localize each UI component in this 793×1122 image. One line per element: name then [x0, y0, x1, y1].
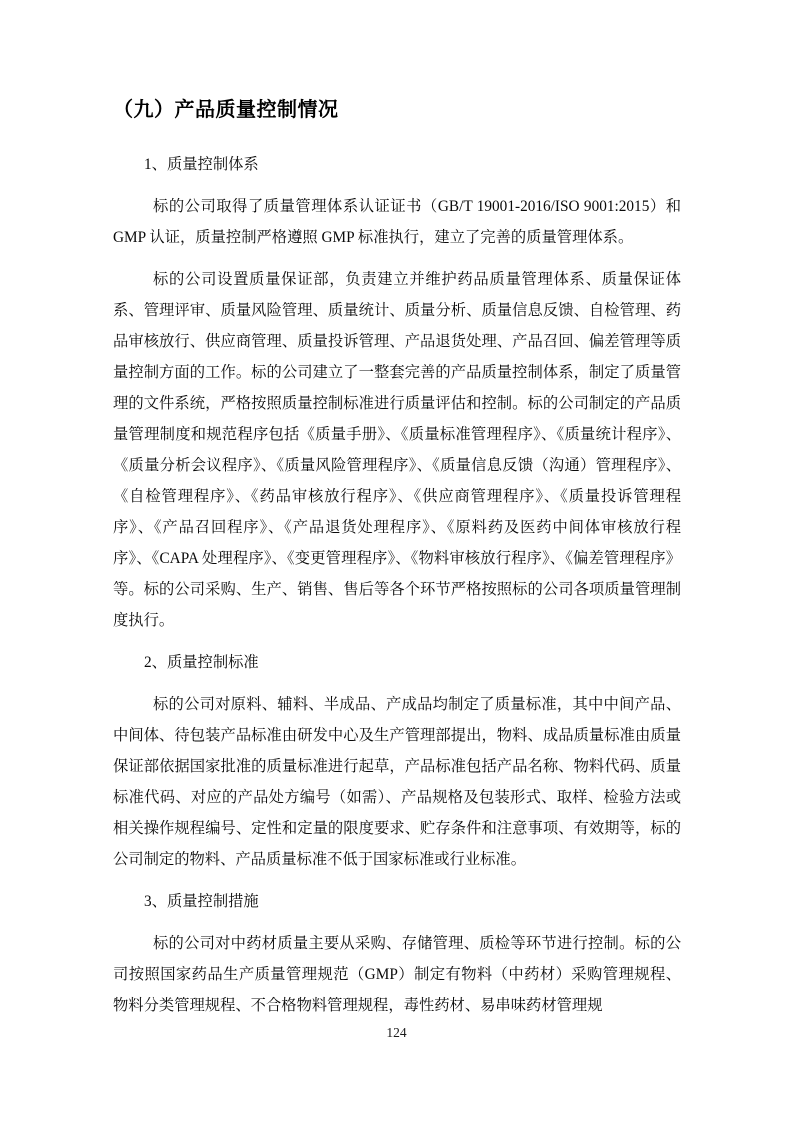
paragraph: 标的公司设置质量保证部，负责建立并维护药品质量管理体系、质量保证体系、管理评审、质量风险管理、质量统计、质量分析、质量信息反馈、自检管理、药品审核放行、供应商管理、质量投诉管理、产品退货处理、产品召回、偏差管理等质量控制方面的工作。标的公司建立了一整套完善的产品质量控制体系，制定了质量管理的文件系统，严格按照质量控制标准进行质量评估和控制。标的公司制定的产品质量管理制度和规范程序包括《质量手册》、《质量标准管理程序》、《质量统计程序》、《质量分析会议程序》、《质量风险管理程序》、《质量信息反馈（沟通）管理程序》、《自检管理程序》、《药品审核放行程序》、《供应商管理程序》、《质量投诉管理程序》、《产品召回程序》、《产品退货处理程序》、《原料药及医药中间体审核放行程序》、《CAPA 处理程序》、《变更管理程序》、《物料审核放行程序》、《偏差管理程序》等。标的公司采购、生产、销售、售后等各个环节严格按照标的公司各项质量管理制度执行。 [113, 271, 681, 629]
page-footer [0, 1024, 793, 1042]
section-heading: （九）产品质量控制情况 [113, 97, 339, 121]
subsection-heading-quality-control-system: 1、质量控制体系 [144, 156, 259, 173]
subsection-heading-quality-control-standards: 2、质量控制标准 [144, 654, 259, 671]
subsection-heading-quality-control-measures: 3、质量控制措施 [144, 893, 259, 910]
paragraph: 标的公司取得了质量管理体系认证证书（GB/T 19001-2016/ISO 9001:2015）和 GMP 认证，质量控制严格遵照 GMP 标准执行，建立了完善的质量管理体系。 [113, 198, 681, 246]
page-number: 124 [386, 1025, 407, 1040]
paragraph: 标的公司对中药材质量主要从采购、存储管理、质检等环节进行控制。标的公司按照国家药品生产质量管理规范（GMP）制定有物料（中药材）采购管理规程、物料分类管理规程、不合格物料管理规程，毒性药材、易串味药材管理规 [113, 935, 681, 1014]
paragraph: 标的公司对原料、辅料、半成品、产成品均制定了质量标准，其中中间产品、中间体、待包装产品标准由研发中心及生产管理部提出，物料、成品质量标准由质量保证部依据国家批准的质量标准进行起草，产品标准包括产品名称、物料代码、质量标准代码、对应的产品处方编号（如需）、产品规格及包装形式、取样、检验方法或相关操作规程编号、定性和定量的限度要求、贮存条件和注意事项、有效期等，标的公司制定的物料、产品质量标准不低于国家标准或行业标准。 [113, 696, 681, 868]
